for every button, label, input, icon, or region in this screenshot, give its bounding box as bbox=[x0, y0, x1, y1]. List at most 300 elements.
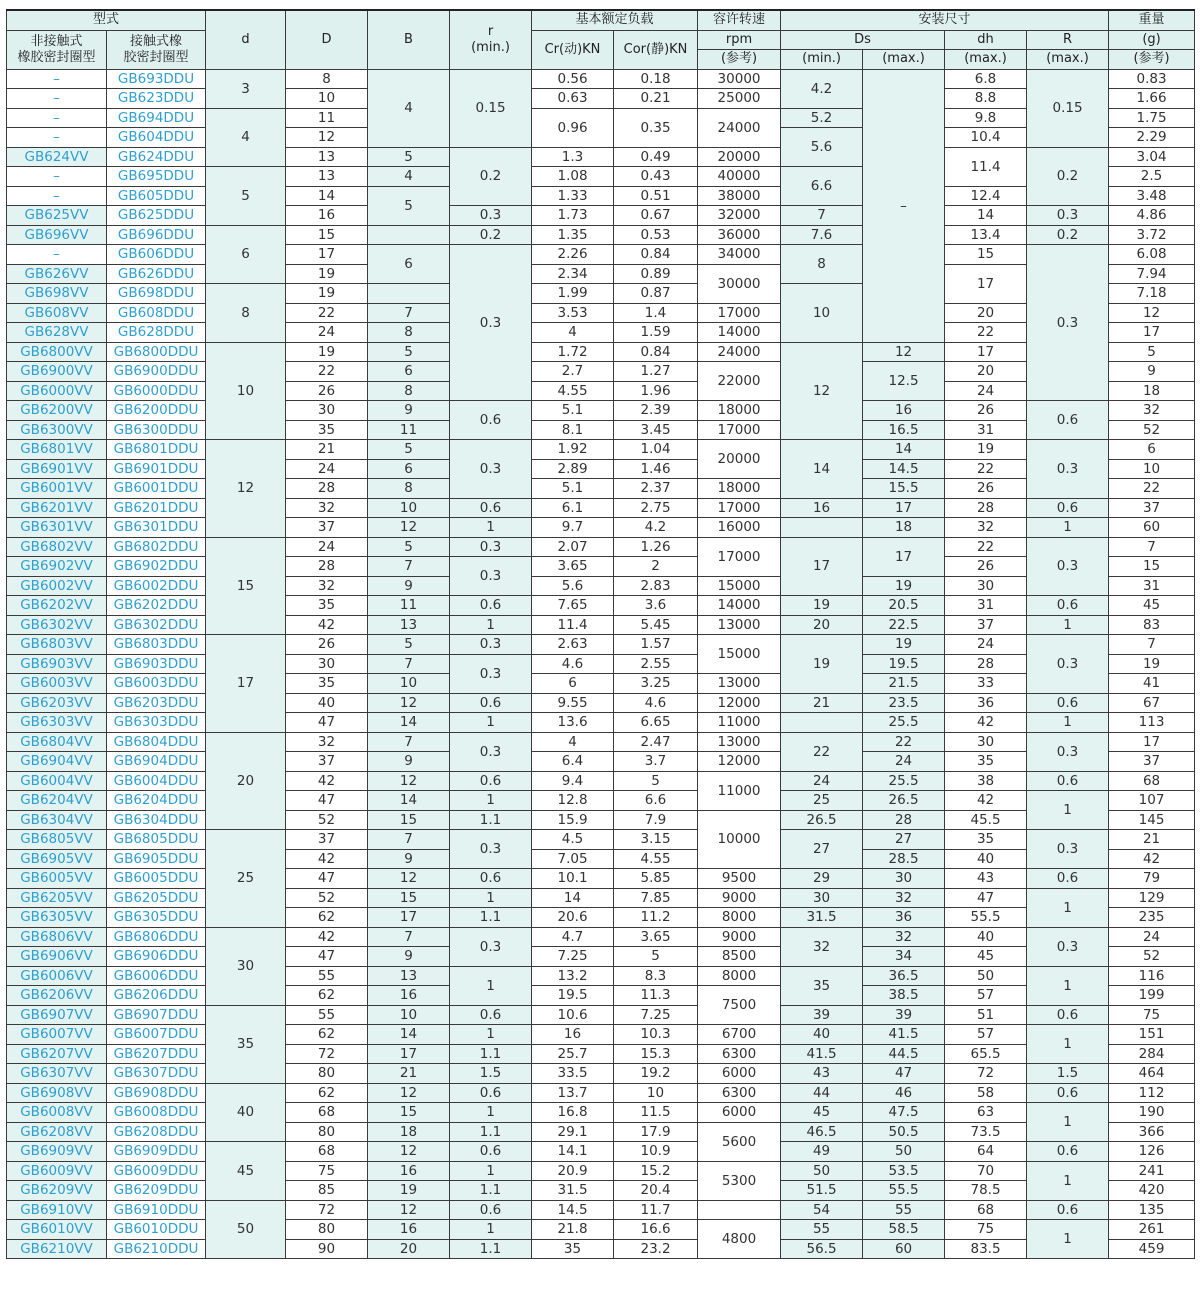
speed-cell bbox=[698, 1200, 781, 1220]
outer-D-cell: 80 bbox=[286, 1220, 368, 1240]
bore-d-cell: 12 bbox=[206, 440, 286, 538]
speed-cell: 18000 bbox=[698, 479, 781, 499]
cr-cell: 15.9 bbox=[532, 810, 614, 830]
cor-cell: 1.26 bbox=[614, 537, 698, 557]
noncontact-model-cell: – bbox=[7, 89, 107, 109]
outer-D-cell: 19 bbox=[286, 284, 368, 304]
weight-cell: 12 bbox=[1109, 303, 1195, 323]
speed-cell: 8500 bbox=[698, 947, 781, 967]
radius-r-cell: 0.6 bbox=[450, 1200, 532, 1220]
R-max-cell: 0.3 bbox=[1027, 245, 1109, 401]
outer-D-cell: 85 bbox=[286, 1181, 368, 1201]
dh-cell: 9.8 bbox=[945, 108, 1027, 128]
radius-r-cell: 0.3 bbox=[450, 440, 532, 499]
cor-cell: 3.25 bbox=[614, 674, 698, 694]
cor-cell: 10.9 bbox=[614, 1142, 698, 1162]
dh-cell: 8.8 bbox=[945, 89, 1027, 109]
outer-D-cell: 47 bbox=[286, 791, 368, 811]
table-row bbox=[7, 986, 1195, 1006]
R-header: R bbox=[1027, 30, 1109, 50]
width-B-cell: 18 bbox=[368, 1122, 450, 1142]
ds-min-header: (min.) bbox=[781, 50, 863, 70]
noncontact-model-cell: GB6906VV bbox=[7, 947, 107, 967]
speed-cell: 24000 bbox=[698, 342, 781, 362]
width-B-cell: 10 bbox=[368, 498, 450, 518]
width-B-cell: 15 bbox=[368, 888, 450, 908]
radius-r-cell: 1 bbox=[450, 1220, 532, 1240]
cor-cell: 7.9 bbox=[614, 810, 698, 830]
ds-min-cell: 54 bbox=[781, 1200, 863, 1220]
outer-D-cell: 32 bbox=[286, 576, 368, 596]
dh-cell: 43 bbox=[945, 869, 1027, 889]
contact-model-cell: GB693DDU bbox=[107, 69, 206, 89]
outer-D-cell: 72 bbox=[286, 1200, 368, 1220]
outer-D-cell: 28 bbox=[286, 479, 368, 499]
cor-cell: 2.83 bbox=[614, 576, 698, 596]
outer-D-cell: 62 bbox=[286, 986, 368, 1006]
radius-r-cell: 1 bbox=[450, 1103, 532, 1123]
table-row bbox=[7, 401, 1195, 421]
cr-cell: 2.7 bbox=[532, 362, 614, 382]
cr-cell: 13.7 bbox=[532, 1083, 614, 1103]
ds-min-cell: 35 bbox=[781, 966, 863, 1005]
ds-max-cell: 34 bbox=[863, 947, 945, 967]
dh-cell: 32 bbox=[945, 518, 1027, 538]
weight-cell: 60 bbox=[1109, 518, 1195, 538]
weight-cell: 31 bbox=[1109, 576, 1195, 596]
outer-D-cell: 40 bbox=[286, 693, 368, 713]
ds-min-cell: 40 bbox=[781, 1025, 863, 1045]
cr-cell: 2.63 bbox=[532, 635, 614, 655]
dh-cell: 33 bbox=[945, 674, 1027, 694]
R-max-cell: 0.6 bbox=[1027, 869, 1109, 889]
ds-max-cell: 26.5 bbox=[863, 791, 945, 811]
noncontact-model-cell: GB6305VV bbox=[7, 908, 107, 928]
noncontact-model-cell: GB6801VV bbox=[7, 440, 107, 460]
R-max-cell: 0.6 bbox=[1027, 1083, 1109, 1103]
cor-cell: 0.43 bbox=[614, 167, 698, 187]
contact-model-cell: GB623DDU bbox=[107, 89, 206, 109]
contact-model-cell: GB6802DDU bbox=[107, 537, 206, 557]
speed-cell: 20000 bbox=[698, 440, 781, 479]
width-B-cell: 16 bbox=[368, 1220, 450, 1240]
contact-model-cell: GB6201DDU bbox=[107, 498, 206, 518]
width-B-cell: 5 bbox=[368, 440, 450, 460]
ds-min-cell: 29 bbox=[781, 869, 863, 889]
cor-cell: 3.15 bbox=[614, 830, 698, 850]
speed-cell: 20000 bbox=[698, 147, 781, 167]
weight-cell: 37 bbox=[1109, 498, 1195, 518]
contact-model-cell: GB624DDU bbox=[107, 147, 206, 167]
table-row bbox=[7, 537, 1195, 557]
ds-max-cell: – bbox=[863, 69, 945, 342]
outer-D-cell: 47 bbox=[286, 713, 368, 733]
noncontact-model-cell: GB6209VV bbox=[7, 1181, 107, 1201]
cor-cell: 2 bbox=[614, 557, 698, 577]
noncontact-model-cell: GB6006VV bbox=[7, 966, 107, 986]
ds-min-cell: 19 bbox=[781, 596, 863, 616]
width-B-cell: 7 bbox=[368, 830, 450, 850]
cor-cell: 16.6 bbox=[614, 1220, 698, 1240]
ds-max-cell: 30 bbox=[863, 869, 945, 889]
cor-cell: 20.4 bbox=[614, 1181, 698, 1201]
cr-cell: 4.6 bbox=[532, 654, 614, 674]
contact-model-cell: GB6205DDU bbox=[107, 888, 206, 908]
cor-cell: 5.45 bbox=[614, 615, 698, 635]
width-B-cell: 14 bbox=[368, 791, 450, 811]
cor-cell: 23.2 bbox=[614, 1239, 698, 1259]
weight-cell: 6 bbox=[1109, 440, 1195, 460]
outer-D-cell: 47 bbox=[286, 947, 368, 967]
weight-header: 重量 bbox=[1109, 10, 1195, 30]
contact-model-cell: GB6902DDU bbox=[107, 557, 206, 577]
cr-cell: 1.3 bbox=[532, 147, 614, 167]
cr-cell: 4.5 bbox=[532, 830, 614, 850]
width-B-cell: 5 bbox=[368, 635, 450, 655]
table-row bbox=[7, 1181, 1195, 1201]
dh-cell: 40 bbox=[945, 927, 1027, 947]
ds-max-cell: 25.5 bbox=[863, 713, 945, 733]
ds-min-cell: 45 bbox=[781, 1103, 863, 1123]
bore-d-cell: 10 bbox=[206, 342, 286, 440]
ds-min-cell: 19 bbox=[781, 635, 863, 694]
contact-model-cell: GB6300DDU bbox=[107, 420, 206, 440]
ds-min-cell: 24 bbox=[781, 771, 863, 791]
cr-cell: 14.1 bbox=[532, 1142, 614, 1162]
contact-model-cell: GB6010DDU bbox=[107, 1220, 206, 1240]
cr-cell: 2.26 bbox=[532, 245, 614, 265]
outer-D-cell: 68 bbox=[286, 1142, 368, 1162]
ds-max-header: (max.) bbox=[863, 50, 945, 70]
width-B-cell: 5 bbox=[368, 342, 450, 362]
width-B-cell: 7 bbox=[368, 557, 450, 577]
cr-cell: 19.5 bbox=[532, 986, 614, 1006]
outer-D-cell: 15 bbox=[286, 225, 368, 245]
contact-model-cell: GB6006DDU bbox=[107, 966, 206, 986]
cor-cell: 0.87 bbox=[614, 284, 698, 304]
noncontact-model-cell: GB6206VV bbox=[7, 986, 107, 1006]
contact-model-cell: GB6806DDU bbox=[107, 927, 206, 947]
contact-model-cell: GB608DDU bbox=[107, 303, 206, 323]
noncontact-model-cell: GB6806VV bbox=[7, 927, 107, 947]
radius-r-cell: 1.1 bbox=[450, 1181, 532, 1201]
weight-cell: 7 bbox=[1109, 537, 1195, 557]
cor-cell: 11.5 bbox=[614, 1103, 698, 1123]
ds-min-cell: 22 bbox=[781, 732, 863, 771]
cor-cell: 0.18 bbox=[614, 69, 698, 89]
width-B-cell: 17 bbox=[368, 908, 450, 928]
speed-cell: 10000 bbox=[698, 810, 781, 869]
ds-max-cell: 16.5 bbox=[863, 420, 945, 440]
table-row bbox=[7, 596, 1195, 616]
ds-max-cell: 55.5 bbox=[863, 1181, 945, 1201]
width-B-cell: 9 bbox=[368, 576, 450, 596]
cor-cell: 0.89 bbox=[614, 264, 698, 284]
outer-D-cell: 62 bbox=[286, 1083, 368, 1103]
noncontact-model-cell: GB6903VV bbox=[7, 654, 107, 674]
cor-cell: 11.2 bbox=[614, 908, 698, 928]
contact-model-cell: GB6804DDU bbox=[107, 732, 206, 752]
cor-cell: 0.35 bbox=[614, 108, 698, 147]
speed-cell: 25000 bbox=[698, 89, 781, 109]
R-max-cell: 0.3 bbox=[1027, 830, 1109, 869]
cr-cell: 3.53 bbox=[532, 303, 614, 323]
cor-cell: 5 bbox=[614, 947, 698, 967]
radius-r-cell: 0.2 bbox=[450, 225, 532, 245]
ds-max-cell: 19 bbox=[863, 635, 945, 655]
ds-min-cell: 5.6 bbox=[781, 128, 863, 167]
ds-max-cell: 47.5 bbox=[863, 1103, 945, 1123]
ds-max-cell: 17 bbox=[863, 498, 945, 518]
speed-cell: 5300 bbox=[698, 1161, 781, 1200]
weight-cell: 235 bbox=[1109, 908, 1195, 928]
weight-cell: 52 bbox=[1109, 420, 1195, 440]
speed-cell: 9000 bbox=[698, 927, 781, 947]
ds-min-cell: 10 bbox=[781, 284, 863, 343]
contact-model-cell: GB604DDU bbox=[107, 128, 206, 148]
R-max-cell: 0.3 bbox=[1027, 440, 1109, 499]
outer-D-cell: 26 bbox=[286, 381, 368, 401]
contact-model-cell: GB628DDU bbox=[107, 323, 206, 343]
width-B-cell: 14 bbox=[368, 713, 450, 733]
contact-model-cell: GB6000DDU bbox=[107, 381, 206, 401]
contact-model-cell: GB605DDU bbox=[107, 186, 206, 206]
table-row bbox=[7, 362, 1195, 382]
speed-cell: 38000 bbox=[698, 186, 781, 206]
speed-cell: 32000 bbox=[698, 206, 781, 226]
type-header: 型式 bbox=[7, 10, 206, 30]
cr-cell: 8.1 bbox=[532, 420, 614, 440]
cr-cell: 6.1 bbox=[532, 498, 614, 518]
contact-model-cell: GB6307DDU bbox=[107, 1064, 206, 1084]
dh-cell: 57 bbox=[945, 1025, 1027, 1045]
outer-D-cell: 37 bbox=[286, 752, 368, 772]
cr-cell: 1.08 bbox=[532, 167, 614, 187]
weight-cell: 7.94 bbox=[1109, 264, 1195, 284]
ds-max-cell: 60 bbox=[863, 1239, 945, 1259]
outer-D-cell: 8 bbox=[286, 69, 368, 89]
radius-r-cell: 1 bbox=[450, 615, 532, 635]
ds-min-cell: 17 bbox=[781, 537, 863, 596]
dh-cell: 51 bbox=[945, 1005, 1027, 1025]
noncontact-model-cell: GB6204VV bbox=[7, 791, 107, 811]
dh-cell: 40 bbox=[945, 849, 1027, 869]
cor-cell: 2.39 bbox=[614, 401, 698, 421]
cr-cell: 9.7 bbox=[532, 518, 614, 538]
table-row bbox=[7, 108, 1195, 128]
bore-d-cell: 15 bbox=[206, 537, 286, 635]
cr-cell: 4.7 bbox=[532, 927, 614, 947]
contact-model-cell: GB6204DDU bbox=[107, 791, 206, 811]
noncontact-model-cell: – bbox=[7, 108, 107, 128]
radius-r-cell: 0.3 bbox=[450, 654, 532, 693]
radius-r-cell: 1 bbox=[450, 888, 532, 908]
width-B-cell: 10 bbox=[368, 1005, 450, 1025]
dh-cell: 20 bbox=[945, 303, 1027, 323]
weight-cell: 7.18 bbox=[1109, 284, 1195, 304]
outer-D-cell: 37 bbox=[286, 518, 368, 538]
dh-cell: 30 bbox=[945, 732, 1027, 752]
width-B-cell: 7 bbox=[368, 732, 450, 752]
weight-cell: 9 bbox=[1109, 362, 1195, 382]
radius-r-cell: 1.1 bbox=[450, 1239, 532, 1259]
dh-cell: 11.4 bbox=[945, 147, 1027, 186]
ds-max-cell: 27 bbox=[863, 830, 945, 850]
cor-cell: 0.49 bbox=[614, 147, 698, 167]
weight-cell: 145 bbox=[1109, 810, 1195, 830]
ds-min-cell: 12 bbox=[781, 342, 863, 440]
R-max-cell: 0.6 bbox=[1027, 1005, 1109, 1025]
ds-max-cell: 25.5 bbox=[863, 771, 945, 791]
width-B-cell bbox=[368, 284, 450, 304]
weight-cell: 24 bbox=[1109, 927, 1195, 947]
weight-cell: 19 bbox=[1109, 654, 1195, 674]
noncontact-model-cell: GB696VV bbox=[7, 225, 107, 245]
speed-cell: 15000 bbox=[698, 635, 781, 674]
cor-cell: 1.27 bbox=[614, 362, 698, 382]
speed-cell: 6700 bbox=[698, 1025, 781, 1045]
width-B-cell: 5 bbox=[368, 147, 450, 167]
contact-model-cell: GB6800DDU bbox=[107, 342, 206, 362]
speed-cell: 11000 bbox=[698, 771, 781, 810]
table-row bbox=[7, 732, 1195, 752]
table-row bbox=[7, 498, 1195, 518]
cor-header: Cor(静)KN bbox=[614, 30, 698, 69]
noncontact-model-cell: GB6210VV bbox=[7, 1239, 107, 1259]
table-row bbox=[7, 693, 1195, 713]
table-row bbox=[7, 1025, 1195, 1045]
R-max-cell: 1.5 bbox=[1027, 1064, 1109, 1084]
ds-max-cell: 19 bbox=[863, 576, 945, 596]
ds-max-cell: 53.5 bbox=[863, 1161, 945, 1181]
speed-cell: 16000 bbox=[698, 518, 781, 538]
cor-cell: 4.55 bbox=[614, 849, 698, 869]
weight-cell: 261 bbox=[1109, 1220, 1195, 1240]
contact-model-cell: GB6910DDU bbox=[107, 1200, 206, 1220]
outer-D-cell: 90 bbox=[286, 1239, 368, 1259]
cor-cell: 3.65 bbox=[614, 927, 698, 947]
width-B-cell: 8 bbox=[368, 381, 450, 401]
radius-r-cell: 0.6 bbox=[450, 498, 532, 518]
cr-cell: 10.1 bbox=[532, 869, 614, 889]
table-row bbox=[7, 1220, 1195, 1240]
outer-D-cell: 17 bbox=[286, 245, 368, 265]
cor-cell: 4.6 bbox=[614, 693, 698, 713]
outer-D-cell: 32 bbox=[286, 498, 368, 518]
contact-model-cell: GB6001DDU bbox=[107, 479, 206, 499]
ds-max-cell: 19.5 bbox=[863, 654, 945, 674]
dh-cell: 64 bbox=[945, 1142, 1027, 1162]
width-B-cell: 7 bbox=[368, 303, 450, 323]
bore-d-cell: 6 bbox=[206, 225, 286, 284]
R-max-cell: 0.3 bbox=[1027, 927, 1109, 966]
table-row bbox=[7, 440, 1195, 460]
cor-cell: 3.6 bbox=[614, 596, 698, 616]
ds-max-cell: 50 bbox=[863, 1142, 945, 1162]
table-row bbox=[7, 1103, 1195, 1123]
noncontact-model-cell: GB6001VV bbox=[7, 479, 107, 499]
table-row bbox=[7, 869, 1195, 889]
cor-cell: 11.7 bbox=[614, 1200, 698, 1220]
contact-model-cell: GB6009DDU bbox=[107, 1161, 206, 1181]
R-max-cell: 0.6 bbox=[1027, 1200, 1109, 1220]
contact-model-cell: GB6904DDU bbox=[107, 752, 206, 772]
bore-d-cell: 25 bbox=[206, 830, 286, 928]
d-header: d bbox=[206, 10, 286, 69]
noncontact-model-cell: – bbox=[7, 167, 107, 187]
outer-D-cell: 68 bbox=[286, 1103, 368, 1123]
speed-cell: 17000 bbox=[698, 498, 781, 518]
dh-cell: 31 bbox=[945, 420, 1027, 440]
width-B-cell: 5 bbox=[368, 186, 450, 225]
cr-cell: 14.5 bbox=[532, 1200, 614, 1220]
outer-D-cell: 80 bbox=[286, 1122, 368, 1142]
table-row bbox=[7, 927, 1195, 947]
outer-D-cell: 30 bbox=[286, 654, 368, 674]
noncontact-model-cell: GB6805VV bbox=[7, 830, 107, 850]
table-row bbox=[7, 752, 1195, 772]
contact-model-cell: GB6901DDU bbox=[107, 459, 206, 479]
width-B-cell: 12 bbox=[368, 869, 450, 889]
noncontact-header: 非接触式 橡胶密封圈型 bbox=[7, 30, 107, 69]
radius-r-cell: 1 bbox=[450, 791, 532, 811]
noncontact-model-cell: GB6307VV bbox=[7, 1064, 107, 1084]
ds-max-cell: 21.5 bbox=[863, 674, 945, 694]
speed-cell: 6000 bbox=[698, 1064, 781, 1084]
dh-cell: 26 bbox=[945, 557, 1027, 577]
speed-cell: 30000 bbox=[698, 69, 781, 89]
table-row bbox=[7, 303, 1195, 323]
radius-r-cell: 0.6 bbox=[450, 869, 532, 889]
cr-cell: 12.8 bbox=[532, 791, 614, 811]
cr-cell: 2.07 bbox=[532, 537, 614, 557]
cr-cell: 31.5 bbox=[532, 1181, 614, 1201]
ds-min-cell: 16 bbox=[781, 498, 863, 518]
weight-cell: 464 bbox=[1109, 1064, 1195, 1084]
cor-cell: 4.2 bbox=[614, 518, 698, 538]
contact-model-cell: GB6004DDU bbox=[107, 771, 206, 791]
speed-cell: 17000 bbox=[698, 537, 781, 576]
R-max-cell: 0.6 bbox=[1027, 1142, 1109, 1162]
weight-cell: 45 bbox=[1109, 596, 1195, 616]
cr-cell: 13.2 bbox=[532, 966, 614, 986]
table-row bbox=[7, 810, 1195, 830]
weight-cell: 5 bbox=[1109, 342, 1195, 362]
speed-cell: 34000 bbox=[698, 245, 781, 265]
cr-cell: 20.6 bbox=[532, 908, 614, 928]
ds-max-cell: 15.5 bbox=[863, 479, 945, 499]
noncontact-model-cell: – bbox=[7, 245, 107, 265]
dh-header: dh bbox=[945, 30, 1027, 50]
outer-D-cell: 42 bbox=[286, 927, 368, 947]
noncontact-model-cell: GB6908VV bbox=[7, 1083, 107, 1103]
R-max-cell: 0.6 bbox=[1027, 771, 1109, 791]
ds-max-cell: 47 bbox=[863, 1064, 945, 1084]
width-B-cell: 13 bbox=[368, 615, 450, 635]
weight-cell: 68 bbox=[1109, 771, 1195, 791]
speed-cell: 12000 bbox=[698, 752, 781, 772]
ds-min-cell: 20 bbox=[781, 615, 863, 635]
dh-cell: 31 bbox=[945, 596, 1027, 616]
ds-max-cell: 36 bbox=[863, 908, 945, 928]
noncontact-model-cell: GB6907VV bbox=[7, 1005, 107, 1025]
noncontact-model-cell: GB6802VV bbox=[7, 537, 107, 557]
weight-cell: 0.83 bbox=[1109, 69, 1195, 89]
table-row bbox=[7, 225, 1195, 245]
speed-cell: 12000 bbox=[698, 693, 781, 713]
weight-cell: 15 bbox=[1109, 557, 1195, 577]
width-B-cell: 6 bbox=[368, 245, 450, 284]
